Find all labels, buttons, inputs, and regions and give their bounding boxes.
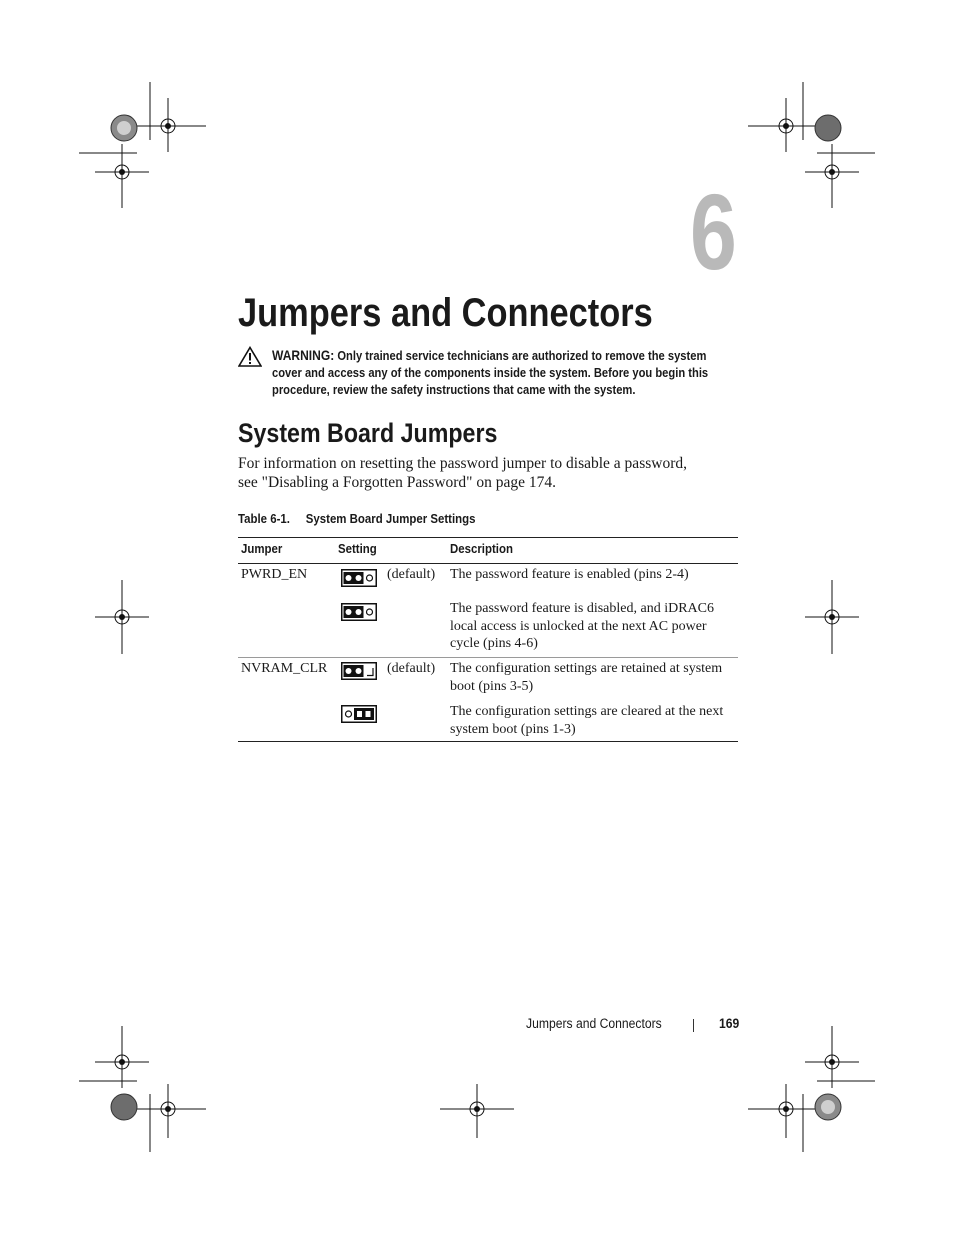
section-title: System Board Jumpers xyxy=(238,418,498,448)
setting-note: (default) xyxy=(387,661,436,676)
intro-paragraph xyxy=(238,454,738,492)
jumper-pins-4-6-open-icon xyxy=(341,569,377,587)
jumper-pins-3-5-icon xyxy=(341,662,377,680)
warning-label: WARNING: xyxy=(272,347,335,363)
running-footer-title: Jumpers and Connectors xyxy=(526,1016,662,1031)
table-top-rule xyxy=(238,537,738,538)
table-bottom-rule xyxy=(238,741,738,742)
jumper-pins-2-4-open-icon xyxy=(341,603,377,621)
column-header-description: Description xyxy=(450,541,513,556)
page-number: 169 xyxy=(719,1016,740,1031)
column-header-jumper: Jumper xyxy=(241,541,283,556)
chapter-number: 6 xyxy=(690,171,737,292)
table-cell-description: The configuration settings are cleared at the next system boot (pins 1-3) xyxy=(450,704,724,737)
table-cell-description: The password feature is disabled, and iDRAC6 local access is unlocked at the next AC power cycle (pins 4-6) xyxy=(450,601,714,651)
table-caption-title: System Board Jumper Settings xyxy=(305,511,476,526)
column-header-setting: Setting xyxy=(338,541,377,556)
table-cell-description: The password feature is enabled (pins 2-4) xyxy=(450,567,689,582)
warning-triangle-icon xyxy=(238,346,262,367)
table-cell-description: The configuration settings are retained at system boot (pins 3-5) xyxy=(450,661,723,694)
warning-notice xyxy=(272,347,736,398)
table-header-rule xyxy=(238,563,738,564)
setting-note: (default) xyxy=(387,567,436,582)
jumper-pins-1-3-icon xyxy=(341,705,377,723)
table-cell-jumper: NVRAM_CLR xyxy=(241,661,328,676)
table-caption xyxy=(238,511,476,526)
intro-line: For information on resetting the password jumper to disable a password, xyxy=(238,455,687,472)
warning-text: Only trained service technicians are authorized to remove the system cover and access any of the components inside the system. Before you begin this procedure, review the safety instructions that came with the system. xyxy=(272,348,709,397)
footer-separator xyxy=(693,1019,694,1032)
table-row-divider xyxy=(238,657,738,658)
table-caption-number: Table 6-1. xyxy=(238,511,290,526)
table-cell-jumper: PWRD_EN xyxy=(241,567,308,582)
intro-line: see "Disabling a Forgotten Password" on page 174. xyxy=(238,474,557,491)
page-title: Jumpers and Connectors xyxy=(238,291,653,335)
